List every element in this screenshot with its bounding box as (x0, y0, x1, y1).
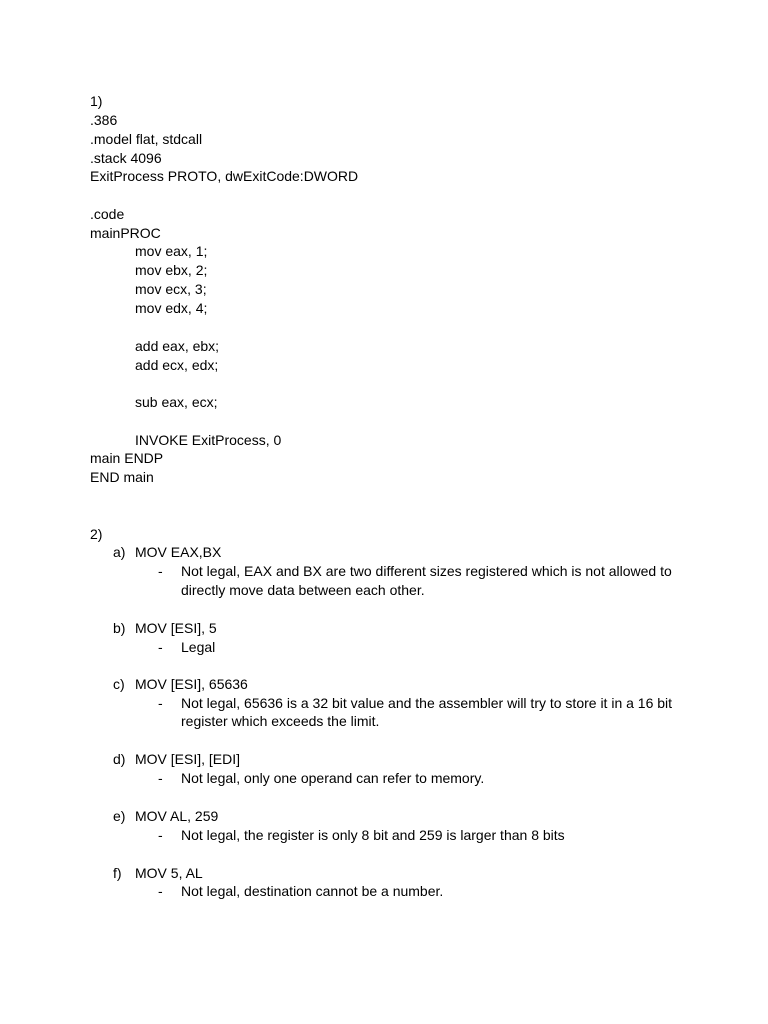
item-instruction: MOV AL, 259 (135, 808, 219, 824)
item-note: Not legal, the register is only 8 bit and 259 is larger than 8 bits (181, 827, 565, 843)
item-instruction: MOV [ESI], [EDI] (135, 751, 241, 767)
code-line: .code (90, 206, 125, 222)
section-1-number: 1) (90, 93, 103, 109)
bullet-dash: - (158, 827, 163, 843)
item-instruction: MOV [ESI], 65636 (135, 676, 248, 692)
item-marker: e) (113, 808, 126, 824)
bullet-dash: - (158, 770, 163, 786)
section-2-number: 2) (90, 526, 103, 542)
item-note: directly move data between each other. (181, 582, 425, 598)
item-instruction: MOV [ESI], 5 (135, 620, 217, 636)
item-marker: a) (113, 544, 126, 560)
bullet-dash: - (158, 695, 163, 711)
code-line: sub eax, ecx; (135, 394, 218, 410)
code-line: add ecx, edx; (135, 357, 219, 373)
code-line: mainPROC (90, 225, 161, 241)
item-note: Not legal, only one operand can refer to memory. (181, 770, 485, 786)
code-line: main ENDP (90, 450, 164, 466)
bullet-dash: - (158, 563, 163, 579)
code-line: add eax, ebx; (135, 338, 220, 354)
item-marker: f) (113, 865, 122, 881)
item-note: Not legal, 65636 is a 32 bit value and the assembler will try to store it in a 16 bit (181, 695, 673, 711)
bullet-dash: - (158, 883, 163, 899)
code-line: mov edx, 4; (135, 300, 208, 316)
item-marker: c) (113, 676, 125, 692)
code-line: END main (90, 469, 154, 485)
item-instruction: MOV 5, AL (135, 865, 203, 881)
item-note: register which exceeds the limit. (181, 713, 380, 729)
code-line: INVOKE ExitProcess, 0 (135, 432, 282, 448)
code-line: mov ecx, 3; (135, 281, 207, 297)
code-line: ExitProcess PROTO, dwExitCode:DWORD (90, 168, 359, 184)
bullet-dash: - (158, 639, 163, 655)
code-line: .386 (90, 112, 118, 128)
item-note: Not legal, EAX and BX are two different sizes registered which is not allowed to (181, 563, 672, 579)
code-line: mov ebx, 2; (135, 262, 208, 278)
code-line: .model flat, stdcall (90, 131, 203, 147)
code-line: .stack 4096 (90, 150, 162, 166)
item-marker: b) (113, 620, 126, 636)
item-instruction: MOV EAX,BX (135, 544, 222, 560)
item-note: Legal (181, 639, 216, 655)
code-line: mov eax, 1; (135, 243, 208, 259)
item-marker: d) (113, 751, 126, 767)
item-note: Not legal, destination cannot be a number. (181, 883, 444, 899)
